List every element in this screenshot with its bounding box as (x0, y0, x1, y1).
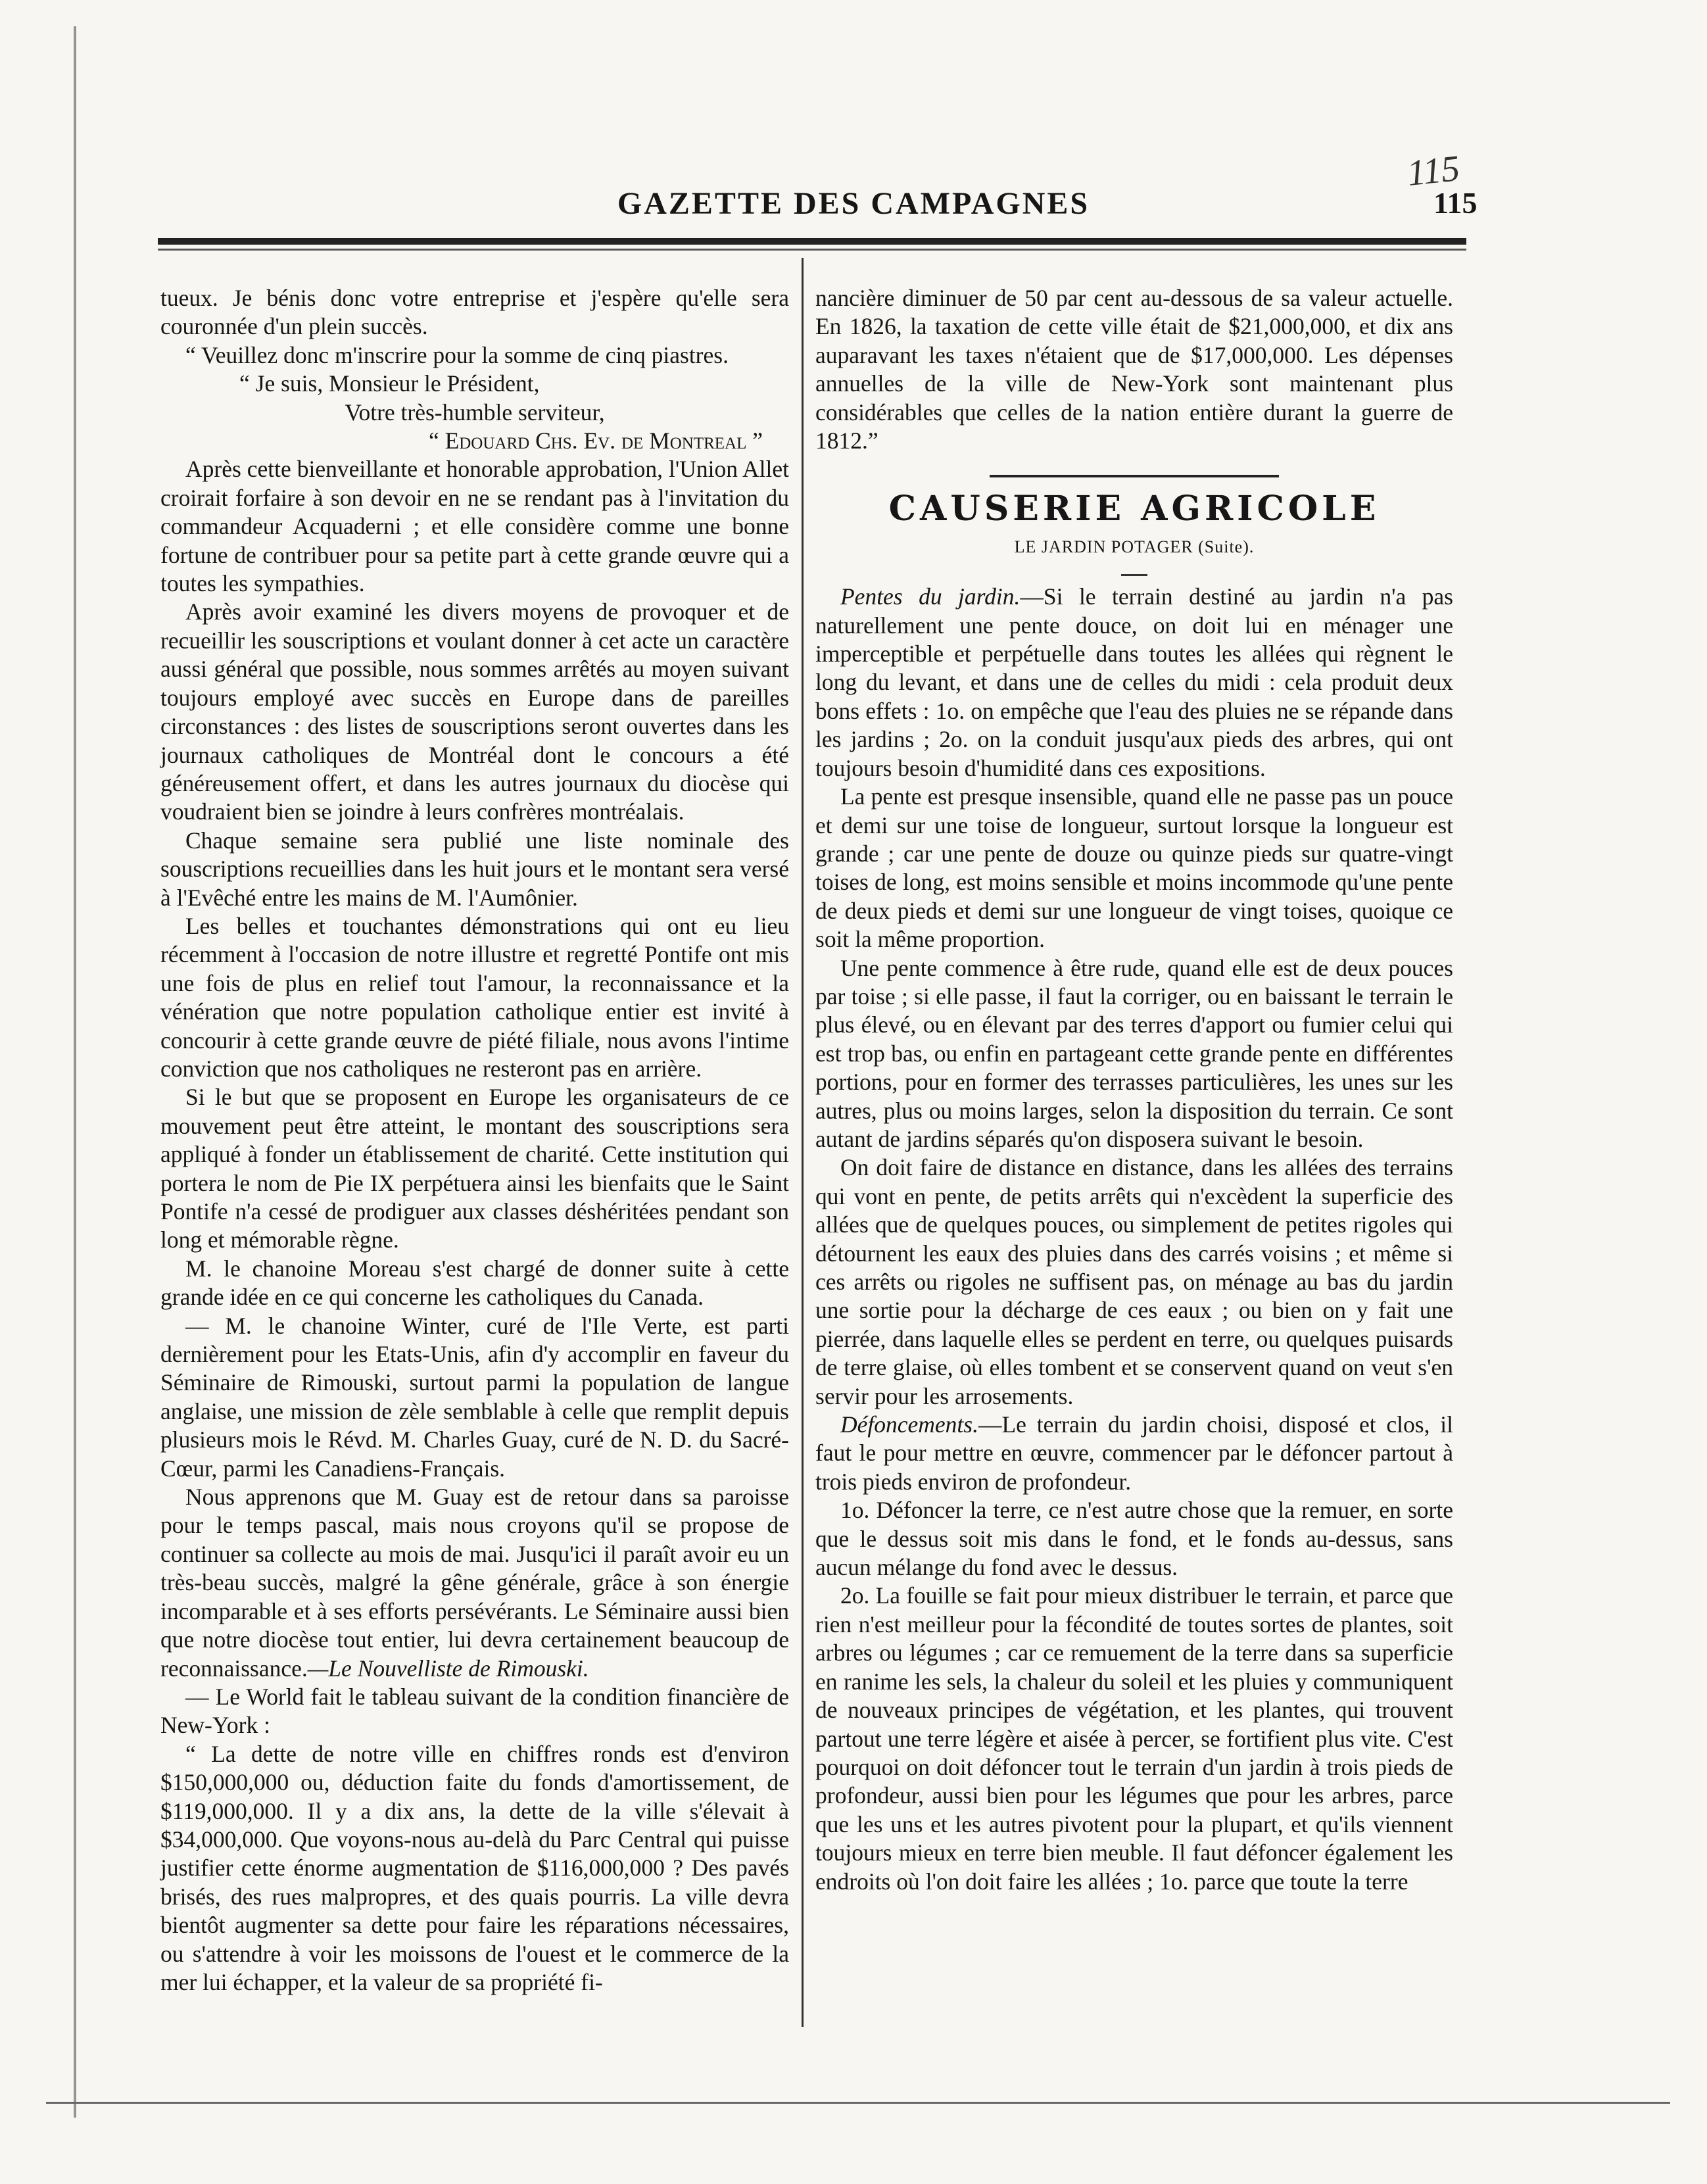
paragraph: Chaque semaine sera publié une liste nominale des souscriptions recueillies dans les huit jours et le montant sera versé à l'Evêché entre les mains de M. l'Aumônier. (160, 827, 789, 911)
paragraph: — M. le chanoine Winter, curé de l'Ile Verte, est parti dernièrement pour les Etats-Unis, afin d'y accomplir en faveur du Séminaire de Rimouski, surtout parmi la population de langue anglaise, une mission de zèle semblable à celle que remplit depuis plusieurs mois le Révd. M. Charles Guay, curé de N. D. du Sacré-Cœur, parmi les Canadiens-Français. (160, 1312, 789, 1482)
paragraph: “ La dette de notre ville en chiffres ronds est d'environ $150,000,000 ou, déduction faite du fonds d'amortissement, de $119,000,000. Il y a dix ans, la dette de la ville s'élevait à $34,000,000. Que voyons-nous au-delà du Parc Central qui puisse justifier cette énorme augmentation de $116,000,000 ? Des pavés brisés, des rues malpropres, et des quais pourris. La ville devra bientôt augmenter sa dette pour faire les réparations nécessaires, ou s'attendre à voir les moissons de l'ouest et le commerce de la mer lui échapper, et la valeur de sa propriété fi- (160, 1740, 789, 1995)
paragraph: Les belles et touchantes démonstrations qui ont eu lieu récemment à l'occasion de notre illustre et regretté Pontife ont mis une fois de plus en relief tout l'amour, la reconnaissance et la vénération que notre population catholique entier est invité à concourir à cette grande œuvre de piété filiale, nous avons l'intime conviction que nos catholiques ne resteront pas en arrière. (160, 912, 789, 1082)
paragraph (815, 1411, 1453, 1496)
left-column (160, 284, 789, 1997)
paragraph: “ Je suis, Monsieur le Président, (239, 370, 540, 397)
page-number: 115 (1433, 186, 1478, 220)
paragraph-text: —Si le terrain destiné au jardin n'a pas naturellement une pente douce, on doit lui en ménager une imperceptible et perpétuelle dans toutes les allées qui règnent le long du levant, et dans une de celles du midi : cela produit deux bons effets : 1o. on empêche que l'eau des pluies ne se répande dans les jardins ; 2o. on la conduit jusqu'aux pieds des arbres, qui ont toujours besoin d'humidité dans ces expositions. (815, 583, 1453, 781)
paragraph: Après cette bienveillante et honorable approbation, l'Union Allet croirait forfaire à son devoir en ne se rendant pas à l'invitation du commandeur Acquaderni ; et elle considère comme une bonne fortune de contribuer pour sa petite part à cette grande œuvre qui a toutes les sympathies. (160, 456, 789, 597)
paragraph (160, 1483, 789, 1683)
paragraph: M. le chanoine Moreau s'est chargé de donner suite à cette grande idée en ce qui concerne les catholiques du Canada. (160, 1255, 789, 1311)
signature: “ Edouard Chs. Ev. de Montreal ” (428, 427, 763, 454)
paragraph: — Le World fait le tableau suivant de la condition financière de New-York : (160, 1683, 789, 1739)
paragraph (815, 583, 1453, 783)
paragraph: Après avoir examiné les divers moyens de provoquer et de recueillir les souscriptions et voulant donner à cet acte un caractère aussi général que possible, nous sommes arrêtés au moyen suivant toujours employé avec succès en Europe dans de pareilles circonstances : des listes de souscriptions seront ouvertes dans les journaux catholiques de Montréal dont le concours a été généreusement offert, et dans les autres journaux du diocèse qui voudraient bien se joindre à leurs confrères montréalais. (160, 598, 789, 825)
section-subtitle: LE JARDIN POTAGER (Suite). (1014, 537, 1255, 556)
paragraph: Une pente commence à être rude, quand elle est de deux pouces par toise ; si elle passe, il faut la corriger, ou en baissant le terrain le plus élevé, ou en élevant par des terres d'apport ou fumier celui qui est trop bas, ou enfin en partageant cette grande pente en différentes portions, pour en former des terrasses particulières, les unes sur les autres, plus ou moins larges, selon la disposition du terrain. Ce sont autant de jardins séparés qu'on disposera suivant le besoin. (815, 954, 1453, 1152)
header-rule (158, 238, 1466, 245)
paragraph-text: Nous apprenons que M. Guay est de retour dans sa paroisse pour le temps pascal, mais nous croyons qu'il se propose de continuer sa collecte au mois de mai. Jusqu'ici il paraît avoir eu un très-beau succès, malgré la gêne générale, grâce à son énergie incomparable et à ses efforts persévérants. Le Séminaire aussi bien que notre diocèse tout entier, lui devra certainement beaucoup de reconnaissance. (160, 1484, 789, 1682)
paragraph-text: —Le terrain du jardin choisi, disposé et clos, il faut le pour mettre en œuvre, commencer par le défoncer partout à trois pieds environ de profondeur. (815, 1411, 1453, 1495)
subtitle-rule (1121, 574, 1147, 576)
paragraph: 2o. La fouille se fait pour mieux distribuer le terrain, et parce que rien n'est meilleur pour la fécondité de toutes sortes de plantes, soit arbres ou légumes ; car ce remuement de la terre dans sa superficie en ranime les sels, la chaleur du soleil et les pluies y communiquent de nouveaux principes de végétation, et les plantes, qui trouvent partout une terre légère et aisée à percer, se fortifient plus vite. C'est pourquoi on doit défoncer tout le terrain d'un jardin à trois pieds de profondeur, aussi bien pour les légumes que pour les arbres, parce que les uns et les autres pivotent pour la plupart, et qu'ils viennent toujours mieux en terre bien meuble. Il faut défoncer également les endroits où l'on doit faire les allées ; 1o. parce que toute la terre (815, 1582, 1453, 1895)
source-credit: —Le Nouvelliste de Rimouski. (307, 1655, 589, 1682)
masthead-title: GAZETTE DES CAMPAGNES (617, 186, 1090, 221)
page-edge (74, 26, 76, 2118)
handwritten-page-number: 115 (1405, 147, 1462, 195)
column-divider (802, 258, 804, 2027)
paragraph: La pente est presque insensible, quand elle ne passe pas un pouce et demi sur une toise de longueur, surtout lorsque la longueur est grande ; car une pente de douze ou quinze pieds sur quatre-vingt toises de long, est moins sensible et moins incommode qu'une pente de deux pieds et demi sur une longueur de vingt toises, quoique ce soit la même proportion. (815, 783, 1453, 953)
paragraph: Votre très-humble serviteur, (345, 399, 605, 425)
footer-rule (46, 2102, 1670, 2104)
section-title: CAUSERIE AGRICOLE (888, 489, 1380, 529)
paragraph-lead: Défoncements. (840, 1411, 978, 1438)
paragraph: nancière diminuer de 50 par cent au-dessous de sa valeur actuelle. En 1826, la taxation de cette ville était de $21,000,000, et dix ans auparavant les taxes n'étaient que de $17,000,000. Les dépenses annuelles de la ville de New-York sont maintenant plus considérables que celles de la nation entière durant la guerre de 1812.” (815, 285, 1453, 454)
paragraph-lead: Pentes du jardin. (840, 583, 1021, 610)
paragraph: 1o. Défoncer la terre, ce n'est autre chose que la remuer, en sorte que le dessus soit mis dans le fond, et le fonds au-dessus, sans aucun mélange du fond avec le dessus. (815, 1497, 1453, 1581)
section-rule (990, 475, 1279, 477)
paragraph: tueux. Je bénis donc votre entreprise et j'espère qu'elle sera couronnée d'un plein succès. (160, 285, 789, 340)
right-column (815, 284, 1453, 1896)
paragraph: Si le but que se proposent en Europe les organisateurs de ce mouvement peut être atteint, le montant des souscriptions sera appliqué à fonder un établissement de charité. Cette institution qui portera le nom de Pie IX perpétuera ainsi les bienfaits que le Saint Pontife n'a cessé de prodiguer aux classes déshéritées pendant son long et mémorable règne. (160, 1084, 789, 1253)
header-rule-thin (158, 249, 1466, 251)
paragraph: On doit faire de distance en distance, dans les allées des terrains qui vont en pente, de petits arrêts qui n'excèdent la superficie des allées que de quelques pouces, ou simplement de petites rigoles qui détournent les eaux des pluies dans des carrés voisins ; et même si ces arrêts ou rigoles ne suffisent pas, on ménage au bas du jardin une sortie pour la décharge de ces eaux ; ou bien on y fait une pierrée, dans laquelle elles se perdent en terre, ou quelques puisards de terre glaise, où elles tombent et se conservent quand on veut s'en servir pour les arrosements. (815, 1154, 1453, 1409)
paragraph: “ Veuillez donc m'inscrire pour la somme de cinq piastres. (185, 341, 729, 368)
